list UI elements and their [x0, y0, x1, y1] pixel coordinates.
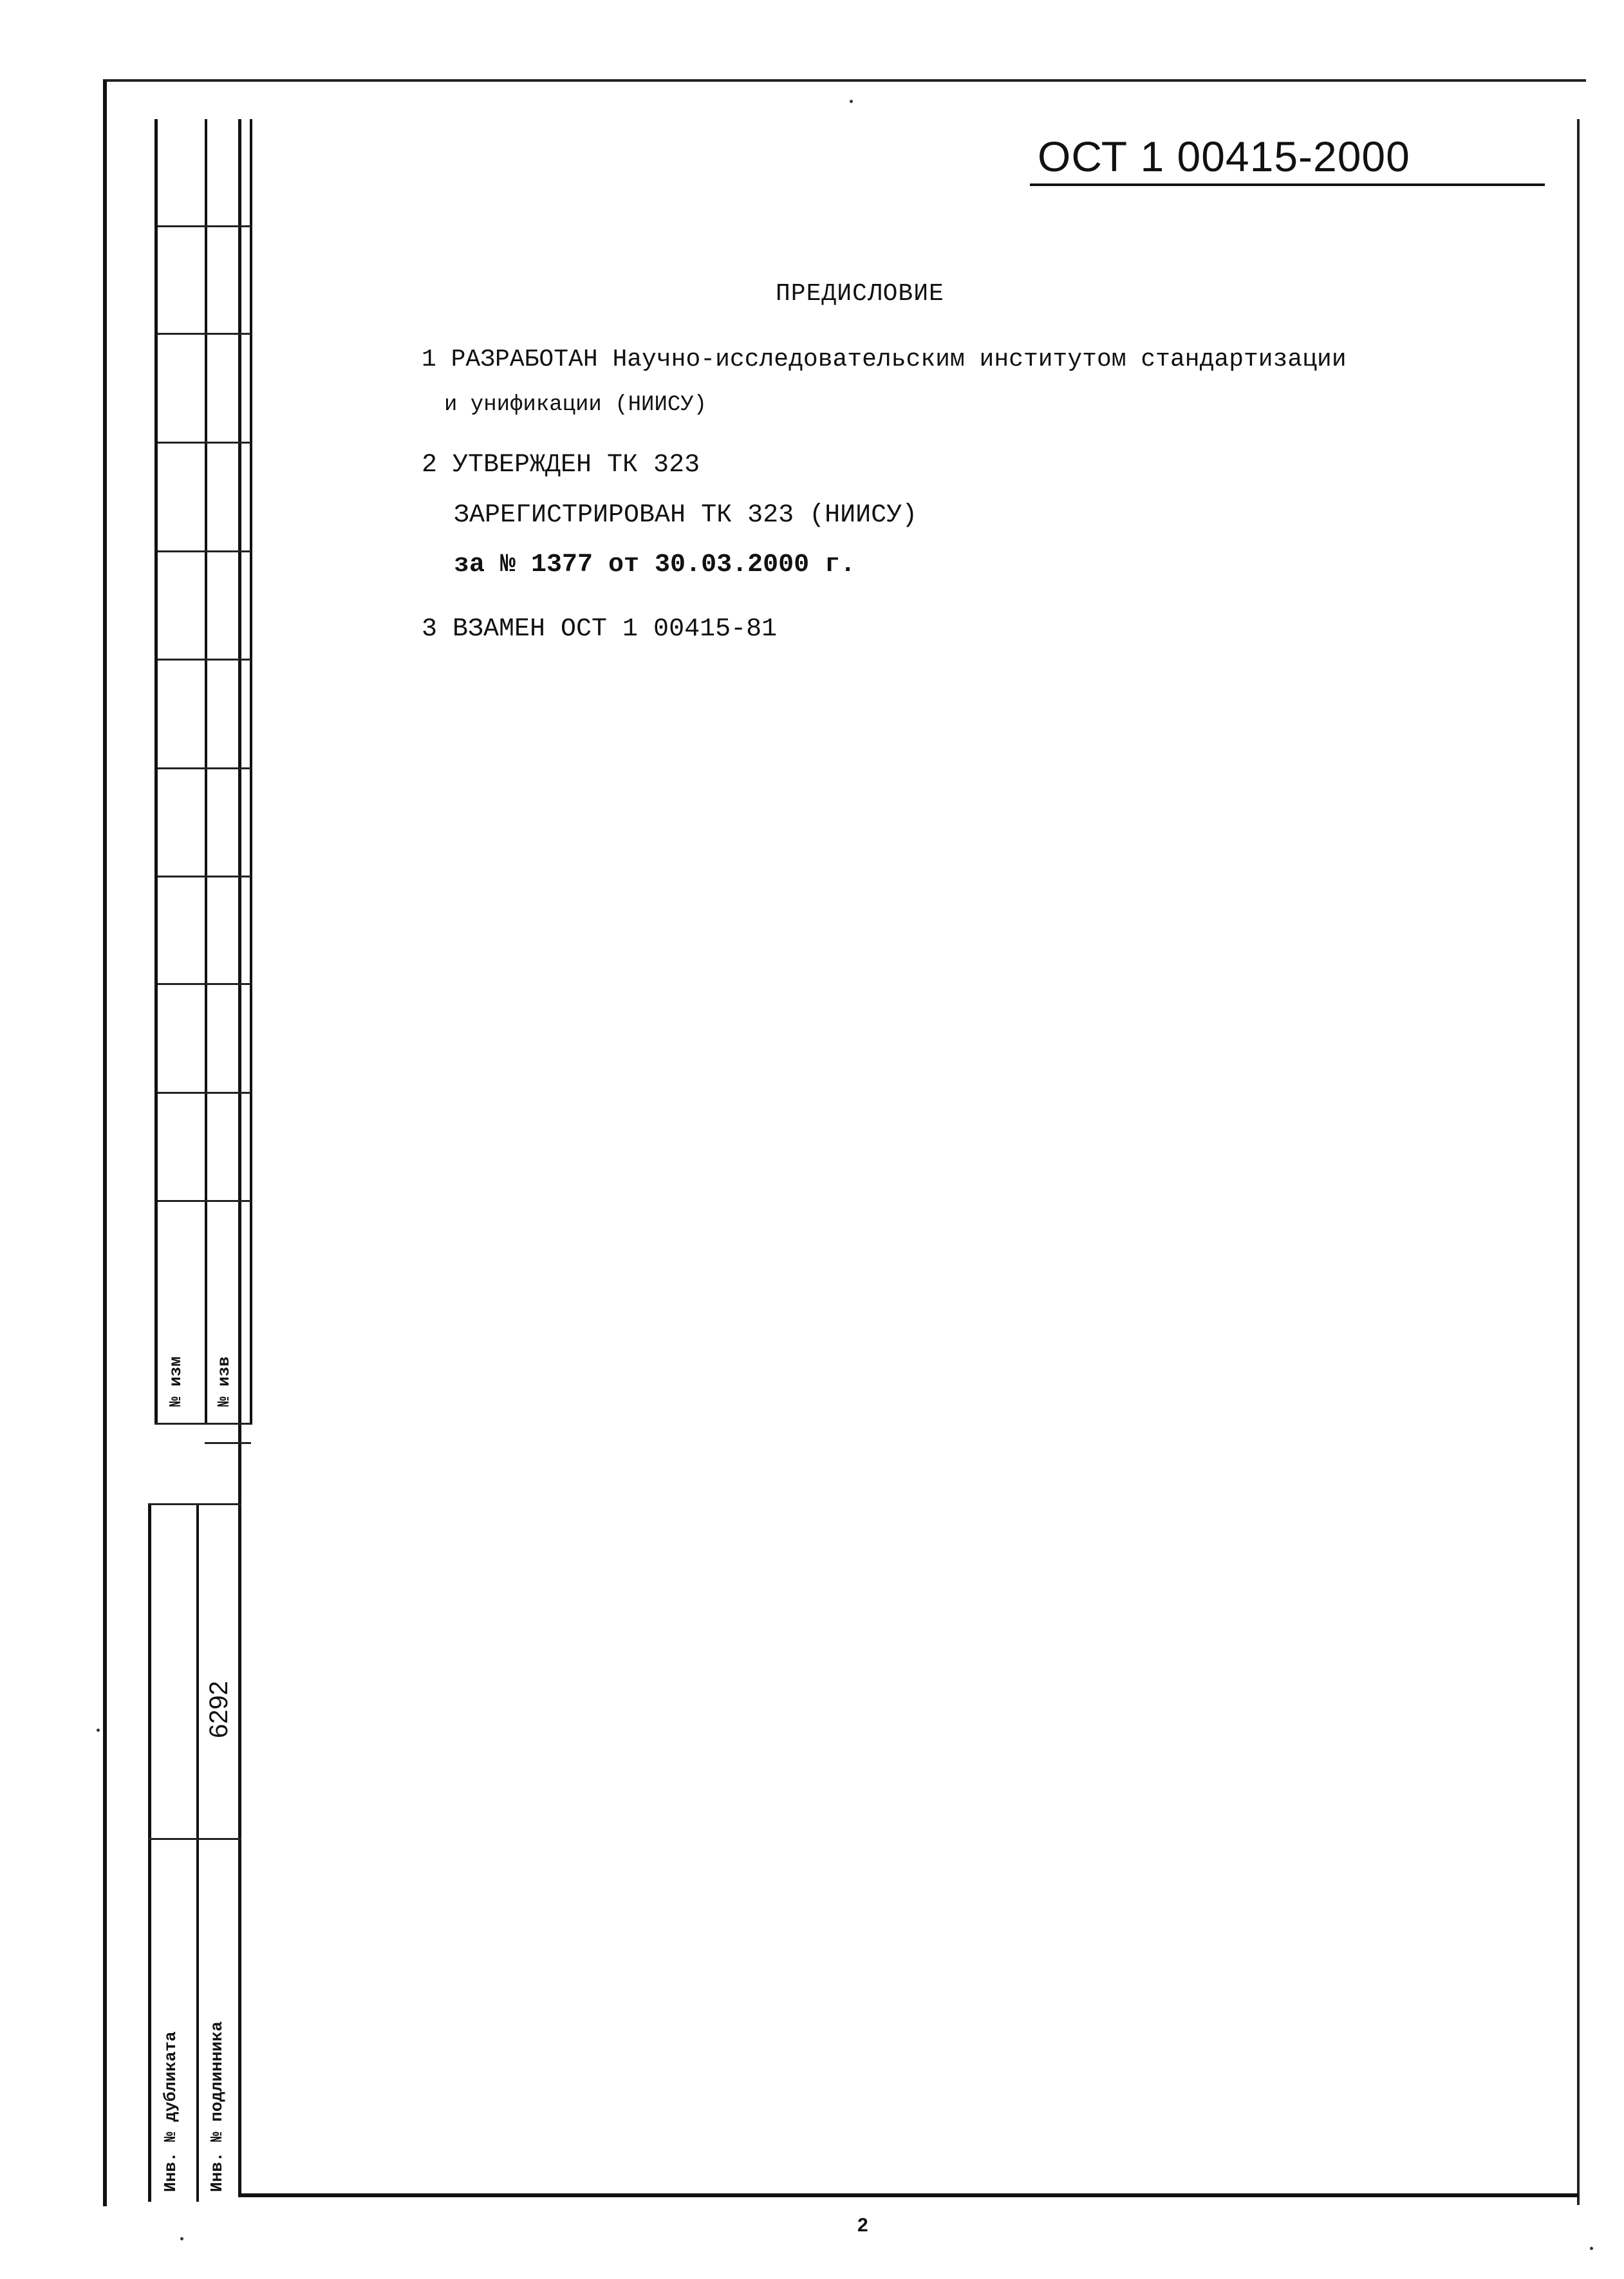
- strip-row-sep: [158, 1200, 251, 1202]
- item-2-line-3: за № 1377 от 30.03.2000 г.: [454, 550, 856, 579]
- strip-line-left: [154, 119, 158, 1425]
- scan-speck: [1590, 2247, 1593, 2250]
- strip-bottom-left: [154, 1423, 251, 1425]
- lower-strip-line-middle: [196, 1503, 199, 2202]
- strip-row-sep: [158, 442, 251, 444]
- item-2-line-2: ЗАРЕГИСТРИРОВАН ТК 323 (НИИСУ): [454, 501, 918, 530]
- document-code-underline: [1030, 183, 1545, 186]
- strip-label-change-number: № изм: [166, 1356, 185, 1407]
- strip-row-sep: [158, 983, 251, 985]
- lower-strip-top: [148, 1503, 241, 1505]
- page-title: ПРЕДИСЛОВИЕ: [776, 280, 944, 308]
- item-2-line-1: 2 УТВЕРЖДЕН ТК 323: [422, 451, 700, 480]
- scan-speck: [97, 1729, 100, 1732]
- item-1-line-1: 1 РАЗРАБОТАН Научно-исследовательским институтом стандартизации: [422, 346, 1347, 373]
- lower-strip-sep: [148, 1838, 241, 1840]
- strip-label-notice-number: № изв: [214, 1356, 234, 1407]
- scan-speck: [850, 100, 853, 103]
- strip-line-inner: [250, 119, 252, 1425]
- document-code: ОСТ 1 00415-2000: [1038, 133, 1410, 180]
- strip-row-sep: [158, 333, 251, 335]
- strip-row-sep: [158, 1092, 251, 1094]
- strip-row-sep: [158, 225, 251, 227]
- strip-line-middle: [205, 119, 207, 1425]
- inventory-number: 6292: [205, 1681, 233, 1738]
- strip-row-sep: [158, 876, 251, 877]
- strip-row-sep: [158, 767, 251, 769]
- lower-strip-line-left: [148, 1503, 151, 2202]
- item-3-line-1: 3 ВЗАМЕН ОСТ 1 00415-81: [422, 615, 778, 644]
- strip-bottom-right: [205, 1442, 251, 1444]
- content-border: [238, 119, 1578, 2197]
- strip-label-original-inventory: Инв. № подлинника: [207, 2021, 227, 2192]
- strip-label-duplicate-inventory: Инв. № дубликата: [161, 2031, 180, 2192]
- item-1-line-2: и унификации (НИИСУ): [444, 393, 707, 417]
- page-number: 2: [857, 2215, 868, 2236]
- scan-speck: [180, 2237, 183, 2240]
- strip-row-sep: [158, 550, 251, 552]
- strip-row-sep: [158, 659, 251, 661]
